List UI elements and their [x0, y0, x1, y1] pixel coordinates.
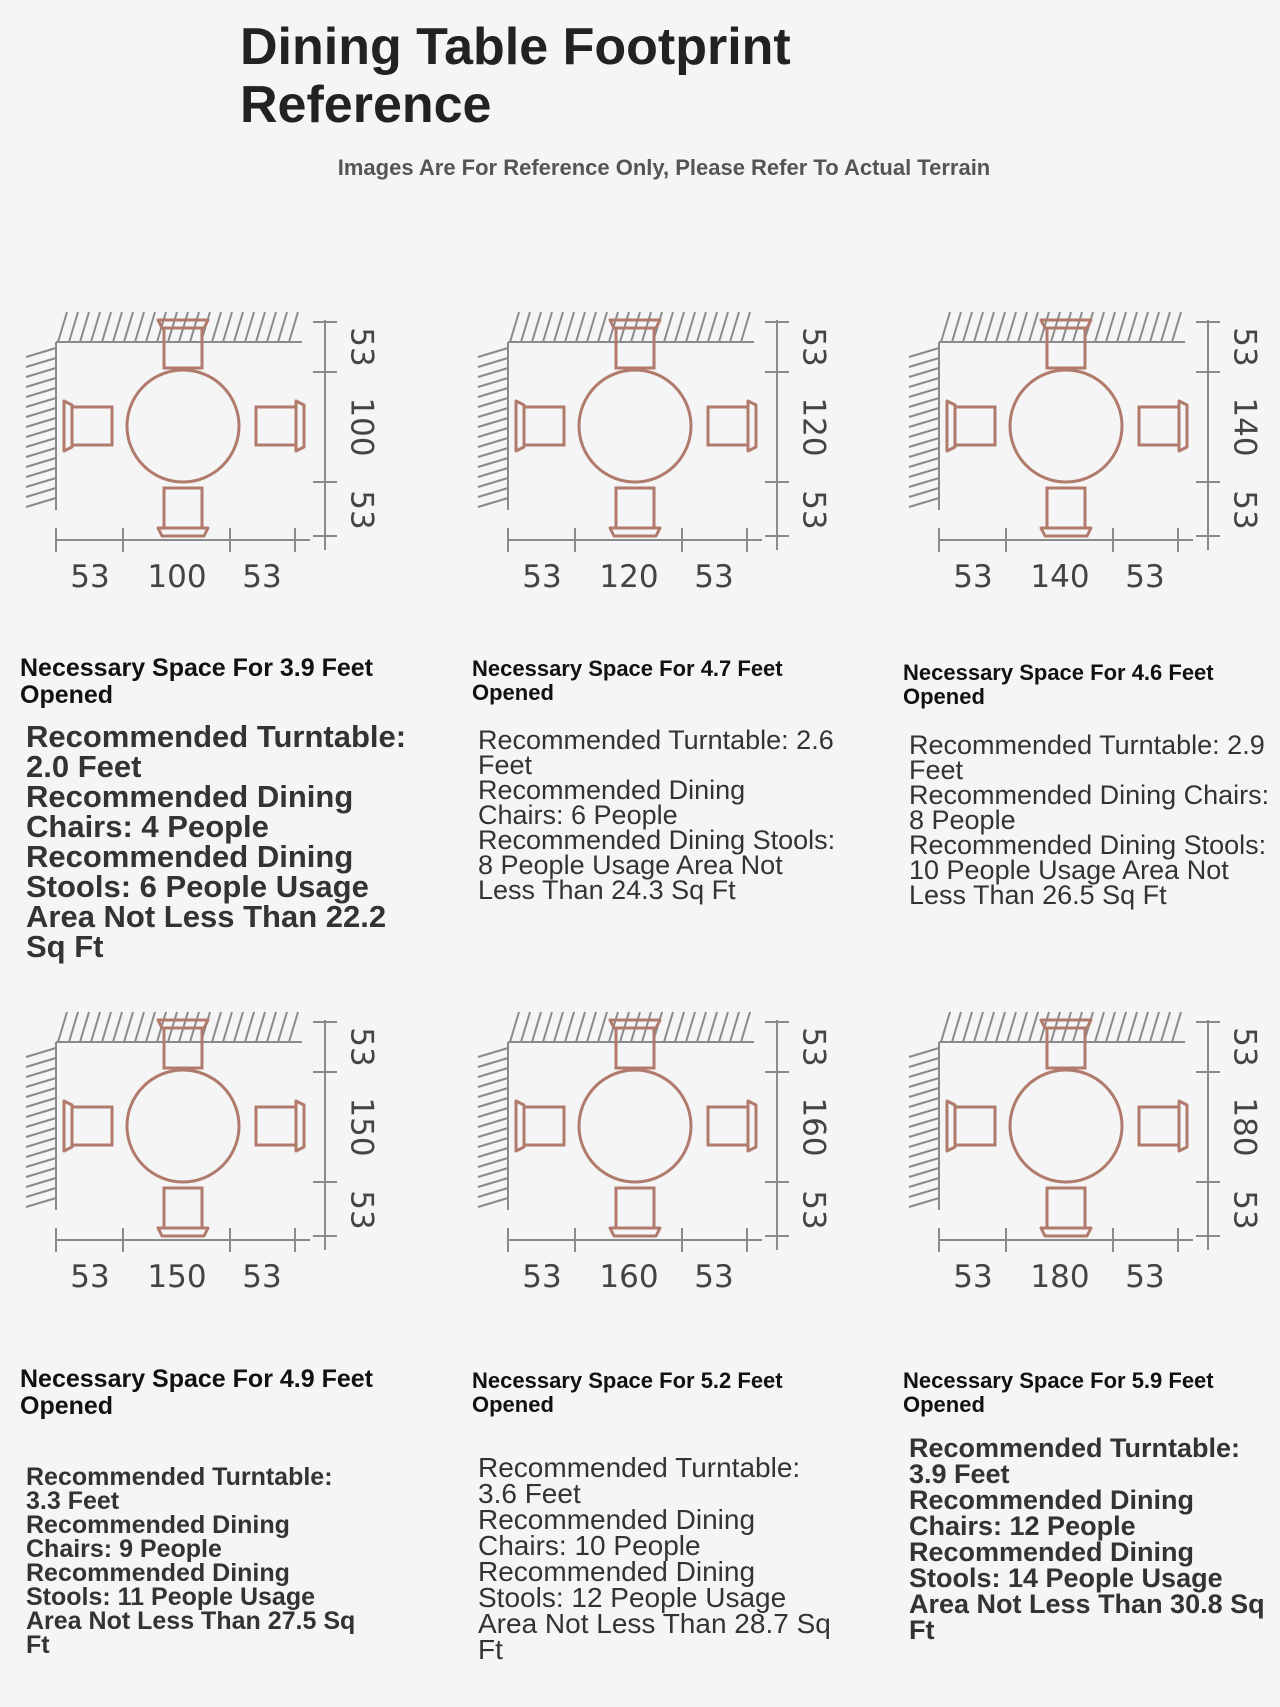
bottom-dimension-line [939, 1228, 1193, 1252]
diagram-card [20, 0, 440, 1707]
round-table [1010, 1070, 1122, 1182]
dim-label-top: 53 [343, 327, 380, 367]
dim-label-table-width: 120 [599, 559, 659, 595]
chair-right [708, 1101, 756, 1151]
chair-left [64, 1101, 112, 1151]
diagram-card [903, 0, 1280, 1707]
bottom-dimension-line [56, 1228, 310, 1252]
chair-top [158, 320, 208, 368]
dim-label-top: 53 [1226, 1027, 1263, 1067]
wall-hatching [26, 312, 302, 510]
recommendation-line: Recommended Turntable: 3.9 Feet [909, 1433, 1241, 1489]
recommendation-line: Recommended Dining Chairs: 12 People [909, 1485, 1195, 1541]
dim-label-bottom: 53 [795, 490, 832, 530]
diagram-card [472, 0, 892, 1707]
dim-label-table-width: 180 [1030, 1259, 1090, 1295]
space-heading: Necessary Space For 4.6 Feet Opened [903, 660, 1214, 709]
recommendation-line: Recommended Turntable: 3.3 Feet [26, 1463, 333, 1515]
chair-top [610, 1020, 660, 1068]
floor-plan-diagram [903, 300, 1280, 640]
dim-label-top: 53 [343, 1027, 380, 1067]
dim-label-table-width: 100 [147, 559, 207, 595]
diagram-card [20, 0, 440, 1707]
recommendation-text [26, 719, 416, 964]
round-table [1010, 370, 1122, 482]
dim-label-bottom: 53 [343, 1190, 380, 1230]
dim-label-table-depth: 140 [1226, 397, 1263, 457]
recommendation-line: Recommended Turntable: 2.6 Feet [478, 725, 834, 780]
dim-label-table-depth: 160 [795, 1097, 832, 1157]
chair-bottom [1041, 1188, 1091, 1236]
chair-left [516, 1101, 564, 1151]
bottom-dimension-line [939, 528, 1193, 552]
recommendation-text [478, 725, 838, 905]
chair-right [256, 1101, 304, 1151]
dim-label-left: 53 [953, 559, 993, 595]
diagram-card [472, 0, 892, 1707]
chair-bottom [610, 488, 660, 536]
recommendation-line: Recommended Turntable: 2.0 Feet [26, 719, 407, 784]
chair-right [256, 401, 304, 451]
dim-label-table-depth: 180 [1226, 1097, 1263, 1157]
dim-label-bottom: 53 [1226, 1190, 1263, 1230]
dim-label-top: 53 [1226, 327, 1263, 367]
dim-label-right: 53 [242, 1259, 282, 1295]
wall-hatching [478, 312, 754, 510]
wall-hatching [26, 1012, 302, 1210]
right-dimension-line [1196, 1020, 1220, 1250]
right-dimension-line [313, 320, 337, 550]
chair-left [516, 401, 564, 451]
right-dimension-line [765, 1020, 789, 1250]
floor-plan-diagram [472, 1000, 892, 1340]
chair-top [610, 320, 660, 368]
chair-right [1139, 1101, 1187, 1151]
chair-right [1139, 401, 1187, 451]
floor-plan-diagram [20, 300, 440, 640]
dim-label-right: 53 [694, 1259, 734, 1295]
chair-left [64, 401, 112, 451]
space-heading: Necessary Space For 5.9 Feet Opened [903, 1368, 1214, 1417]
recommendation-line: Recommended Dining Chairs: 9 People [26, 1511, 290, 1563]
title-line-2: Reference [240, 76, 492, 134]
recommendation-line: Recommended Dining Stools: 10 People Usage Area Not Less Than 26.5 Sq Ft [909, 830, 1267, 910]
space-heading: Necessary Space For 5.2 Feet Opened [472, 1368, 783, 1417]
dim-label-left: 53 [953, 1259, 993, 1295]
dim-label-table-depth: 100 [343, 397, 380, 457]
recommendation-text [26, 1465, 356, 1657]
recommendation-line: Recommended Dining Stools: 6 People Usage Area Not Less Than 22.2 Sq Ft [26, 839, 387, 964]
chair-top [1041, 1020, 1091, 1068]
space-heading: Necessary Space For 3.9 Feet Opened [20, 654, 373, 709]
page-title [240, 18, 791, 134]
bottom-dimension-line [508, 528, 762, 552]
space-heading: Necessary Space For 4.7 Feet Opened [472, 656, 783, 705]
diagram-card [903, 0, 1280, 1707]
floor-plan-diagram [903, 1000, 1280, 1340]
dim-label-bottom: 53 [343, 490, 380, 530]
dim-label-left: 53 [70, 559, 110, 595]
round-table [579, 370, 691, 482]
dim-label-left: 53 [70, 1259, 110, 1295]
recommendation-line: Recommended Dining Stools: 8 People Usage Area Not Less Than 24.3 Sq Ft [478, 825, 836, 905]
dim-label-right: 53 [1125, 1259, 1165, 1295]
chair-left [947, 1101, 995, 1151]
dim-label-table-depth: 120 [795, 397, 832, 457]
wall-hatching [909, 312, 1185, 510]
bottom-dimension-line [56, 528, 310, 552]
recommendation-line: Recommended Turntable: 2.9 Feet [909, 730, 1265, 785]
recommendation-text [478, 1452, 838, 1665]
dim-label-right: 53 [242, 559, 282, 595]
dim-label-table-depth: 150 [343, 1097, 380, 1157]
page-subtitle: Images Are For Reference Only, Please Refer To Actual Terrain [337, 155, 991, 180]
dim-label-table-width: 140 [1030, 559, 1090, 595]
chair-top [1041, 320, 1091, 368]
chair-top [158, 1020, 208, 1068]
wall-hatching [909, 1012, 1185, 1210]
bottom-dimension-line [508, 1228, 762, 1252]
dim-label-bottom: 53 [795, 1190, 832, 1230]
floor-plan-diagram [472, 300, 892, 640]
dim-label-table-width: 160 [599, 1259, 659, 1295]
recommendation-line: Recommended Dining Chairs: 6 People [478, 775, 746, 830]
dim-label-left: 53 [522, 1259, 562, 1295]
chair-bottom [158, 1188, 208, 1236]
recommendation-text [909, 730, 1279, 910]
dim-label-top: 53 [795, 1027, 832, 1067]
recommendation-line: Recommended Dining Stools: 12 People Usage Area Not Less Than 28.7 Sq Ft [478, 1556, 831, 1665]
recommendation-line: Recommended Dining Chairs: 4 People [26, 779, 354, 844]
dim-label-right: 53 [1125, 559, 1165, 595]
chair-left [947, 401, 995, 451]
dim-label-table-width: 150 [147, 1259, 207, 1295]
dim-label-left: 53 [522, 559, 562, 595]
recommendation-line: Recommended Dining Stools: 14 People Usage Area Not Less Than 30.8 Sq Ft [909, 1537, 1265, 1645]
right-dimension-line [765, 320, 789, 550]
round-table [579, 1070, 691, 1182]
title-line-1: Dining Table Footprint [240, 18, 791, 76]
right-dimension-line [313, 1020, 337, 1250]
chair-bottom [158, 488, 208, 536]
recommendation-line: Recommended Dining Chairs: 8 People [909, 780, 1270, 835]
round-table [127, 1070, 239, 1182]
space-heading: Necessary Space For 4.9 Feet Opened [20, 1365, 373, 1420]
dim-label-right: 53 [694, 559, 734, 595]
dim-label-top: 53 [795, 327, 832, 367]
wall-hatching [478, 1012, 754, 1210]
recommendation-line: Recommended Dining Stools: 11 People Usage Area Not Less Than 27.5 Sq Ft [26, 1559, 356, 1659]
round-table [127, 370, 239, 482]
recommendation-line: Recommended Turntable: 3.6 Feet [478, 1452, 801, 1509]
chair-right [708, 401, 756, 451]
right-dimension-line [1196, 320, 1220, 550]
floor-plan-diagram [20, 1000, 440, 1340]
dim-label-bottom: 53 [1226, 490, 1263, 530]
recommendation-text [909, 1435, 1279, 1643]
chair-bottom [610, 1188, 660, 1236]
chair-bottom [1041, 488, 1091, 536]
recommendation-line: Recommended Dining Chairs: 10 People [478, 1504, 756, 1561]
